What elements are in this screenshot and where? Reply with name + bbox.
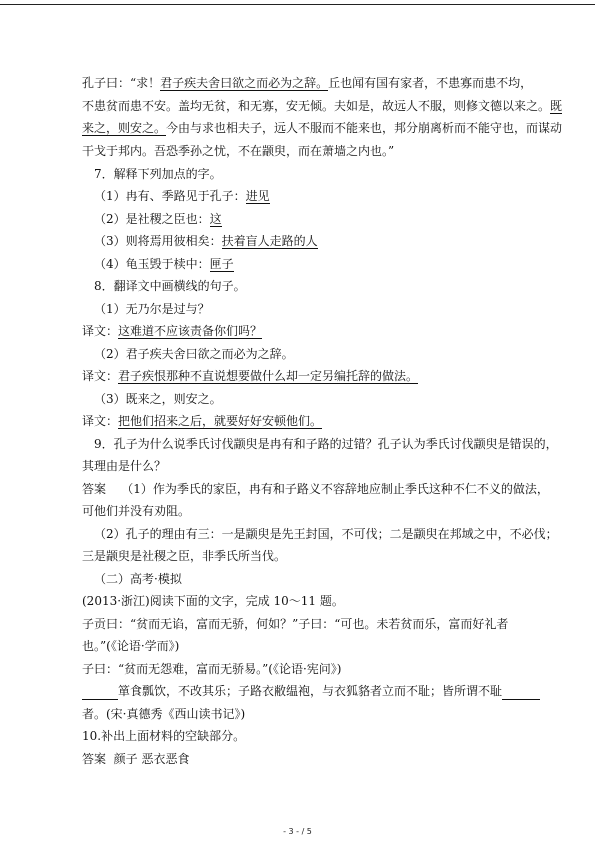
passage-line-1: 孔子曰：“求！君子疾夫舍曰欲之而必为之辞。丘也闻有国有家者，不患寡而患不均， <box>82 76 533 90</box>
question-7-item-4: （4）龟玉毁于椟中：匣子 <box>94 257 234 271</box>
excerpt-1-line-2: 也。”(《论语·学而》) <box>82 639 180 653</box>
question-9-answer-3: （2）孔子的理由有三：一是颛臾是先王封国，不可伐；二是颛臾在邦域之中，不必伐； <box>94 527 558 541</box>
question-9-answer-2: 可他们并没有劝阻。 <box>82 504 191 518</box>
fill-blank-2 <box>502 686 540 700</box>
question-8-translation-2: 译文：君子疾恨那种不直说想要做什么却一定另编托辞的做法。 <box>82 369 419 383</box>
translation-text: 把他们招来之后，就要好好安顿他们。 <box>118 414 323 428</box>
passage-line-3: 来之，则安之。今由与求也相夫子，远人不服而不能来也，邦分崩离析而不能守也，而谋动 <box>82 121 563 135</box>
passage-line-2: 不患贫而患不安。盖均无贫，和无寡，安无倾。夫如是，故远人不服，则修文德以来之。既 <box>82 99 563 113</box>
excerpt-3-line-1: 箪食瓢饮，不改其乐；子路衣敝缊袍，与衣狐貉者立而不耻；皆所谓不耻 <box>82 683 528 700</box>
translation-text: 这难道不应该责备你们吗？ <box>118 324 263 338</box>
translation-text: 君子疾恨那种不直说想要做什么却一定另编托辞的做法。 <box>118 369 419 383</box>
question-8-sentence-2: （2）君子疾夫舍曰欲之而必为之辞。 <box>94 347 294 361</box>
question-10-title: 10.补出上面材料的空缺部分。 <box>82 729 246 743</box>
question-8-translation-3: 译文：把他们招来之后，就要好好安顿他们。 <box>82 414 323 428</box>
underlined-sentence: 既 <box>550 99 563 113</box>
answer-text: 扶着盲人走路的人 <box>221 234 318 248</box>
answer-text: 匣子 <box>209 257 234 271</box>
question-9-line-2: 其理由是什么？ <box>82 459 167 473</box>
question-9-answer-4: 三是颛臾是社稷之臣，非季氏所当伐。 <box>82 549 287 563</box>
fill-blank-1 <box>82 686 118 700</box>
question-7-title: 7．解释下列加点的字。 <box>94 167 222 181</box>
passage-line-4: 干戈于邦内。吾恐季孙之忧，不在颛臾，而在萧墙之内也。” <box>82 144 395 158</box>
question-8-sentence-1: （1）无乃尔是过与？ <box>94 302 210 316</box>
question-8-sentence-3: （3）既来之，则安之。 <box>94 392 222 406</box>
answer-text: 进见 <box>245 189 270 203</box>
excerpt-3-line-2: 者。(宋·真德秀《西山读书记》) <box>82 707 246 721</box>
question-9-line-1: 9．孔子为什么说季氏讨伐颛臾是冉有和子路的过错？孔子认为季氏讨伐颛臾是错误的， <box>94 437 558 451</box>
section-heading: （二）高考·模拟 <box>94 572 182 586</box>
question-8-title: 8．翻译文中画横线的句子。 <box>94 279 246 293</box>
answer-label: 答案 <box>82 482 107 496</box>
excerpt-2: 子曰：“贫而无怨难，富而无骄易。”(《论语·宪问》) <box>82 662 342 676</box>
underlined-sentence: 君子疾夫舍曰欲之而必为之辞。 <box>160 76 329 90</box>
excerpt-1-line-1: 子贡曰：“贫而无谄，富而无骄，何如？”子曰：“可也。未若贫而乐，富而好礼者 <box>82 617 509 631</box>
page-number: - 3 - / 5 <box>283 827 312 836</box>
underlined-sentence: 来之，则安之。 <box>82 121 167 135</box>
answer-text: 这 <box>209 212 222 226</box>
question-10-answer: 答案 颜子 恶衣恶食 <box>82 752 190 766</box>
question-7-item-1: （1）冉有、季路见于孔子：进见 <box>94 189 270 203</box>
question-8-translation-1: 译文：这难道不应该责备你们吗？ <box>82 324 263 338</box>
question-7-item-3: （3）则将焉用彼相矣：扶着盲人走路的人 <box>94 234 318 248</box>
question-9-answer-1: 答案 （1）作为季氏的家臣，冉有和子路义不容辞地应制止季氏这种不仁不义的做法， <box>82 482 549 496</box>
header-rule <box>0 4 595 5</box>
answer-label: 答案 <box>82 752 107 766</box>
section-intro: (2013·浙江)阅读下面的文字，完成 10～11 题。 <box>82 594 344 608</box>
question-7-item-2: （2）是社稷之臣也：这 <box>94 212 222 226</box>
